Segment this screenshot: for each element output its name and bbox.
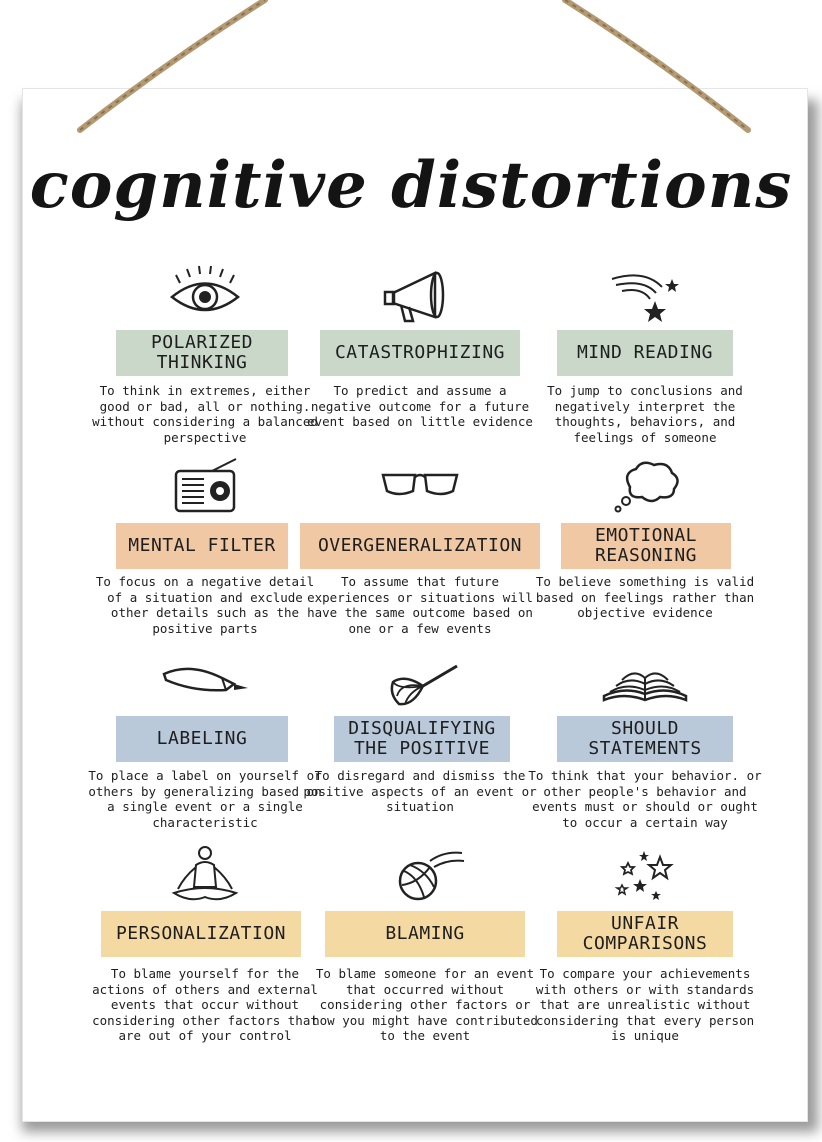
labeling-description: To place a label on yourself or others by generalizing based on a single event or a single characteristic [88,768,322,830]
polarized-thinking-heading: POLARIZED THINKING [116,330,288,376]
polarized-thinking-description: To think in extremes, either good or bad, all or nothing. without considering a balanced perspective [92,383,318,445]
overgeneralization-description: To assume that future experiences or situations will have the same outcome based on one or a few events [307,574,533,636]
emotional-reasoning-heading: EMOTIONAL REASONING [561,523,731,569]
catastrophizing-description: To predict and assume a negative outcome for a future event based on little evidence [307,383,533,429]
disqualifying-the-positive-heading: DISQUALIFYING THE POSITIVE [334,716,510,762]
volleyball-icon [380,845,470,905]
overgeneralization-heading: OVERGENERALIZATION [300,523,540,569]
disqualifying-the-positive-description: To disregard and dismiss the positive aspects of an event or situation [303,768,537,814]
radio-icon [160,457,250,517]
meditation-icon [160,845,250,905]
unfair-comparisons-description: To compare your achievements with others or with standards that are unrealistic without considering that every person is unique [535,966,755,1043]
quill-pen-icon [140,652,270,712]
open-book-icon [590,652,700,712]
mind-reading-heading: MIND READING [557,330,733,376]
should-statements-description: To think that your behavior. or other people's behavior and events must or should or ought to occur a certain way [528,768,762,830]
blaming-description: To blame someone for an event that occurred without considering other factors or how you might have contributed to the event [312,966,538,1043]
mind-reading-description: To jump to conclusions and negatively interpret the thoughts, behaviors, and feelings of someone [547,383,743,445]
labeling-heading: LABELING [116,716,288,762]
should-statements-heading: SHOULD STATEMENTS [557,716,733,762]
emotional-reasoning-description: To believe something is valid based on feelings rather than objective evidence [535,574,755,620]
mental-filter-heading: MENTAL FILTER [116,523,288,569]
glasses-icon [375,457,465,517]
poster-title: cognitive distortions [29,148,793,223]
blaming-heading: BLAMING [325,911,525,957]
mental-filter-description: To focus on a negative detail of a situation and exclude other details such as the positive parts [95,574,315,636]
unfair-comparisons-heading: UNFAIR COMPARISONS [557,911,733,957]
personalization-heading: PERSONALIZATION [101,911,301,957]
shooting-star-icon [600,265,690,325]
megaphone-icon [375,265,465,325]
eye-icon [160,265,250,325]
hanging-twine [0,0,822,140]
catastrophizing-heading: CATASTROPHIZING [320,330,520,376]
thought-bubble-icon [600,457,690,517]
whisk-icon [375,652,465,712]
stars-icon [600,845,690,905]
personalization-description: To blame yourself for the actions of others and external events that occur without considering other factors that are out of your control [92,966,318,1043]
